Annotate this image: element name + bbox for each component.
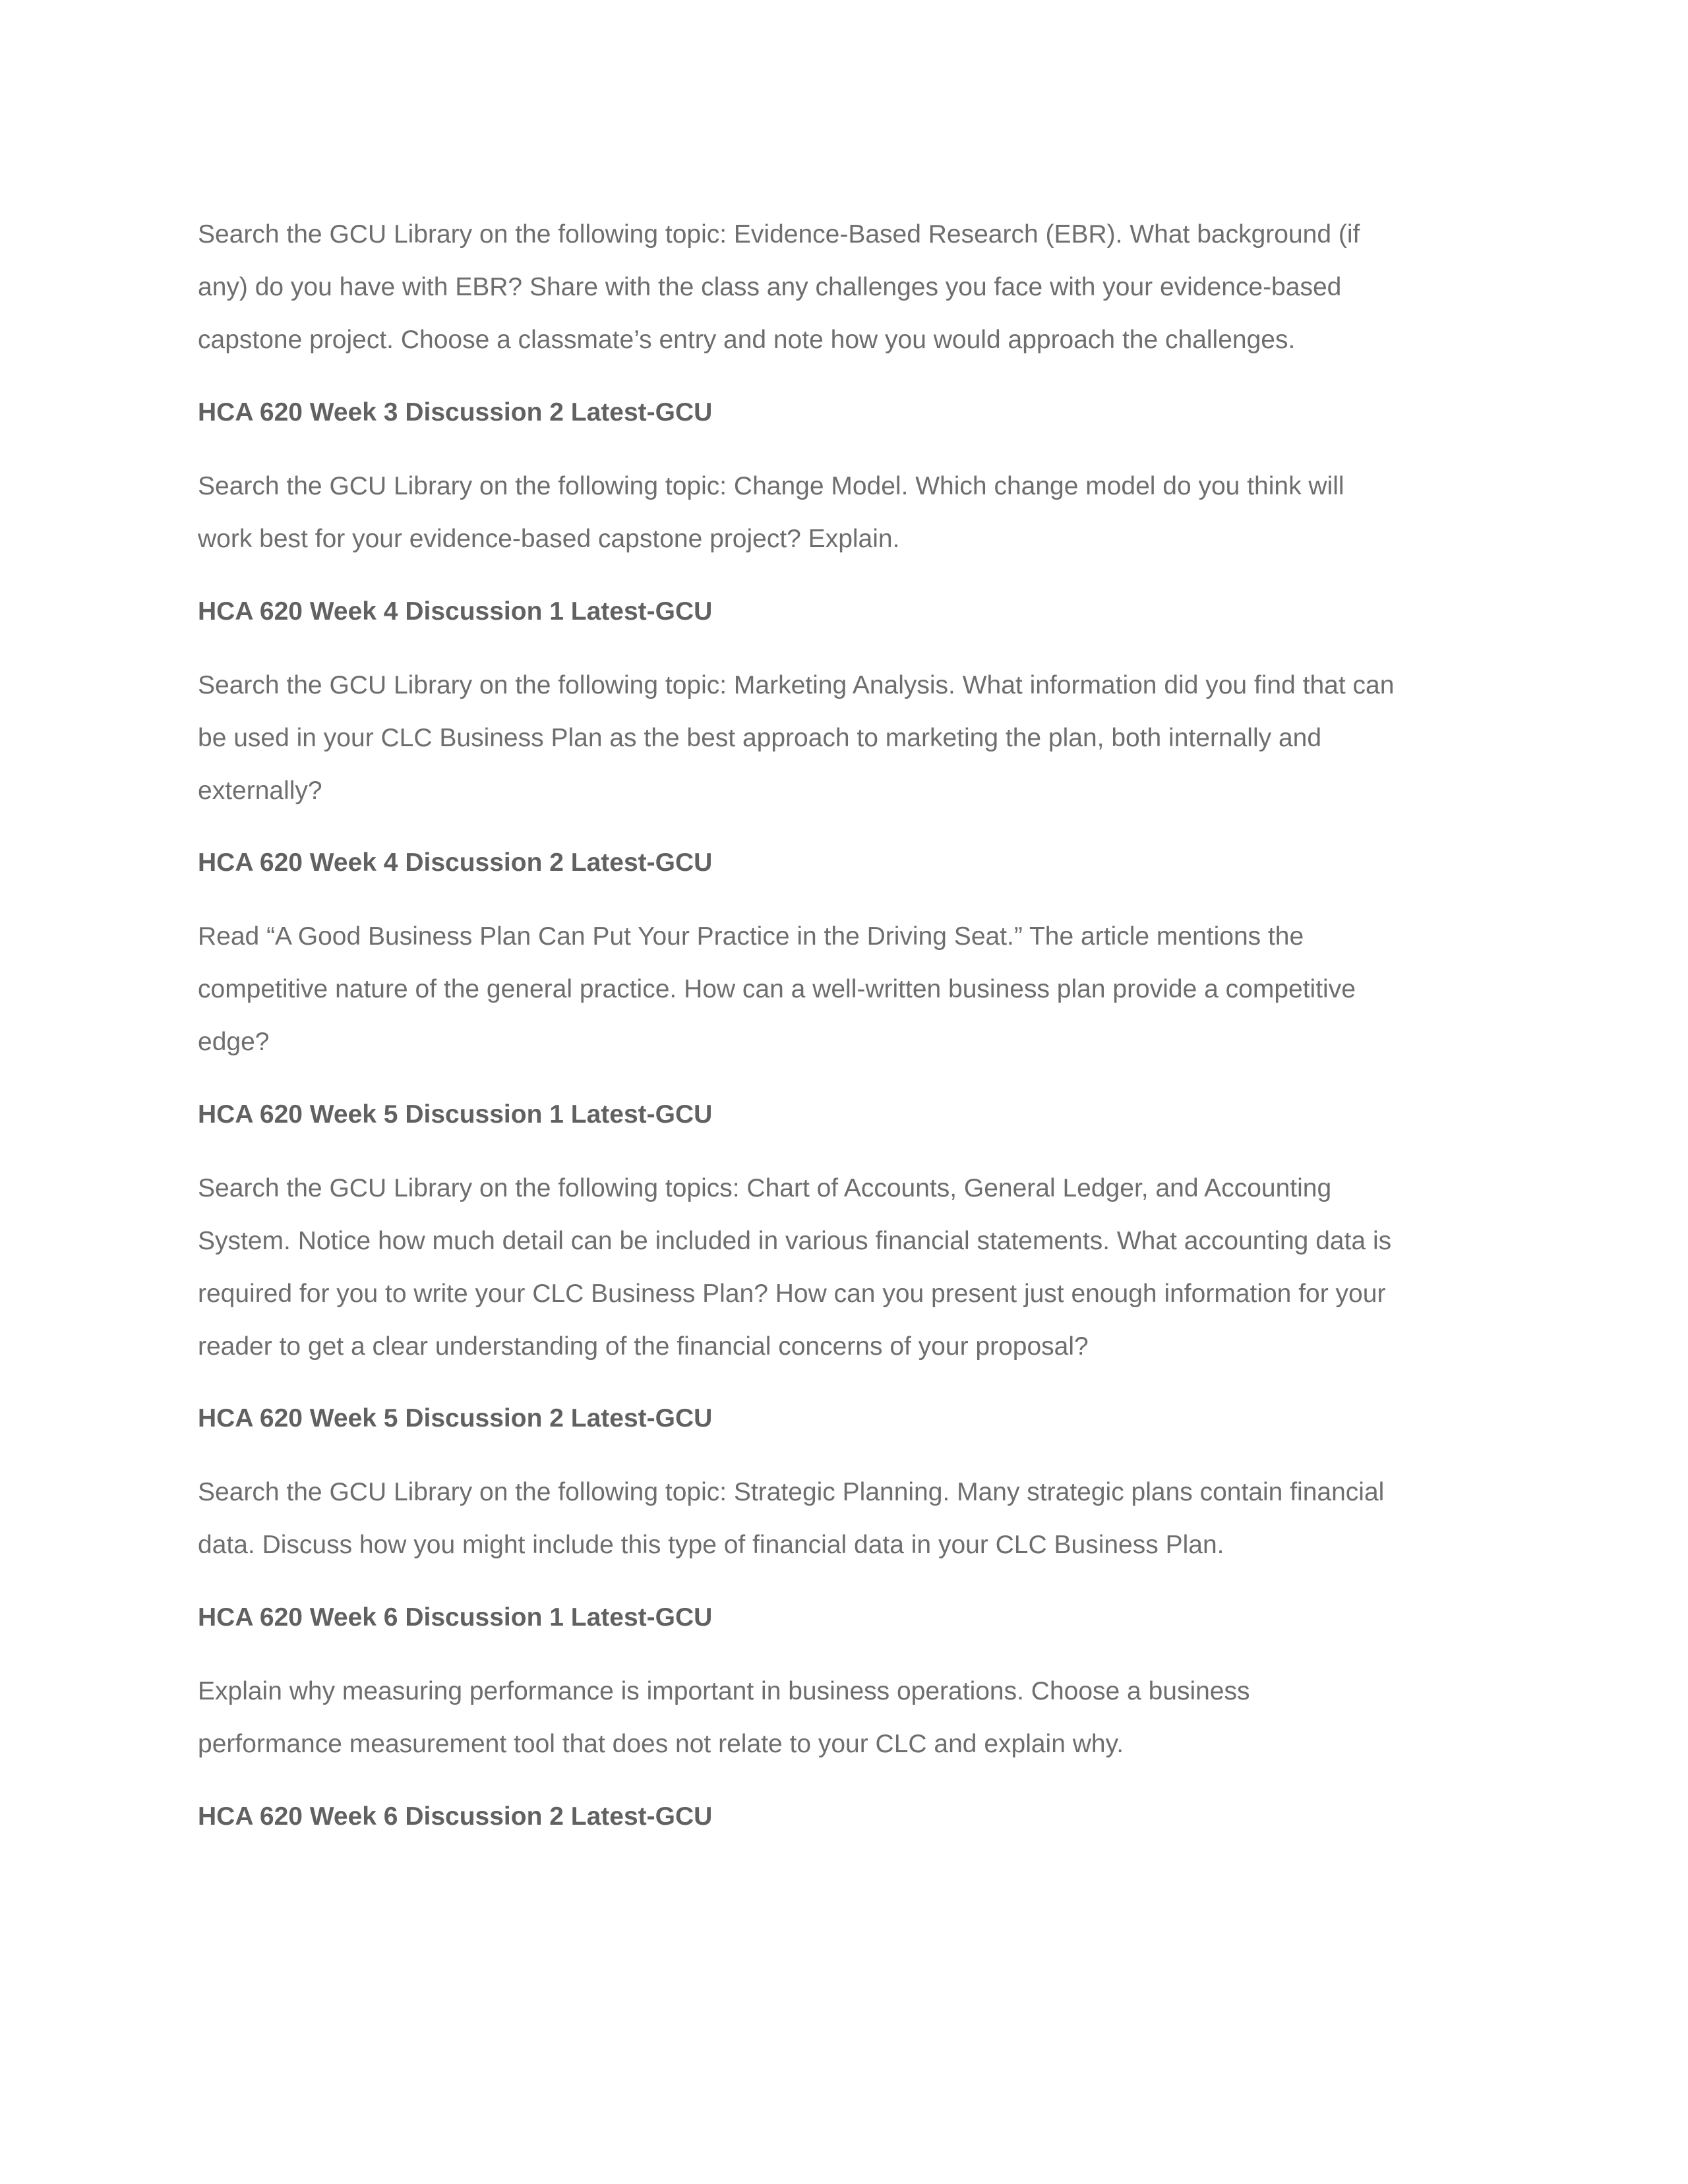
text-line: data. Discuss how you might include this type of financial data in your CLC Business Plan. — [198, 1531, 1224, 1559]
text-line: required for you to write your CLC Business Plan? How can you present just enough information for your — [198, 1280, 1386, 1308]
paragraph-change-model — [198, 460, 1490, 566]
text-line: Search the GCU Library on the following topic: Change Model. Which change model do you think will — [198, 472, 1344, 500]
heading-week6-discussion2: HCA 620 Week 6 Discussion 2 Latest-GCU — [198, 1802, 713, 1831]
text-line: reader to get a clear understanding of the financial concerns of your proposal? — [198, 1332, 1089, 1361]
paragraph-measuring-performance — [198, 1665, 1490, 1771]
paragraph-ebr-search — [198, 208, 1490, 367]
paragraph-business-plan-article — [198, 910, 1490, 1069]
text-line: be used in your CLC Business Plan as the best approach to marketing the plan, both internally and — [198, 724, 1322, 752]
text-line: System. Notice how much detail can be included in various financial statements. What accounting data is — [198, 1227, 1392, 1255]
heading-week5-discussion1: HCA 620 Week 5 Discussion 1 Latest-GCU — [198, 1100, 713, 1129]
text-line: Search the GCU Library on the following topic: Marketing Analysis. What information did you find that can — [198, 671, 1395, 699]
text-line: any) do you have with EBR? Share with the class any challenges you face with your evidence-based — [198, 273, 1342, 301]
text-line: Read “A Good Business Plan Can Put Your Practice in the Driving Seat.” The article mentions the — [198, 922, 1304, 951]
heading-week3-discussion2: HCA 620 Week 3 Discussion 2 Latest-GCU — [198, 398, 713, 427]
heading-week6-discussion1: HCA 620 Week 6 Discussion 1 Latest-GCU — [198, 1603, 713, 1632]
paragraph-chart-of-accounts — [198, 1162, 1490, 1373]
text-line: edge? — [198, 1028, 270, 1056]
text-line: Search the GCU Library on the following topics: Chart of Accounts, General Ledger, and Accounting — [198, 1174, 1332, 1202]
heading-week4-discussion2: HCA 620 Week 4 Discussion 2 Latest-GCU — [198, 848, 713, 877]
heading-week5-discussion2: HCA 620 Week 5 Discussion 2 Latest-GCU — [198, 1404, 713, 1432]
text-line: performance measurement tool that does not relate to your CLC and explain why. — [198, 1730, 1124, 1758]
paragraph-marketing-analysis — [198, 659, 1490, 817]
text-line: competitive nature of the general practice. How can a well-written business plan provide a competitive — [198, 975, 1356, 1003]
text-line: Search the GCU Library on the following topic: Strategic Planning. Many strategic plans contain financial — [198, 1478, 1385, 1506]
heading-week4-discussion1: HCA 620 Week 4 Discussion 1 Latest-GCU — [198, 597, 713, 626]
text-line: externally? — [198, 777, 322, 805]
text-line: capstone project. Choose a classmate’s entry and note how you would approach the challenges. — [198, 326, 1296, 354]
paragraph-strategic-planning — [198, 1466, 1490, 1572]
text-line: work best for your evidence-based capstone project? Explain. — [198, 525, 900, 553]
text-line: Explain why measuring performance is important in business operations. Choose a business — [198, 1677, 1250, 1705]
text-line: Search the GCU Library on the following topic: Evidence-Based Research (EBR). What background (if — [198, 220, 1360, 249]
